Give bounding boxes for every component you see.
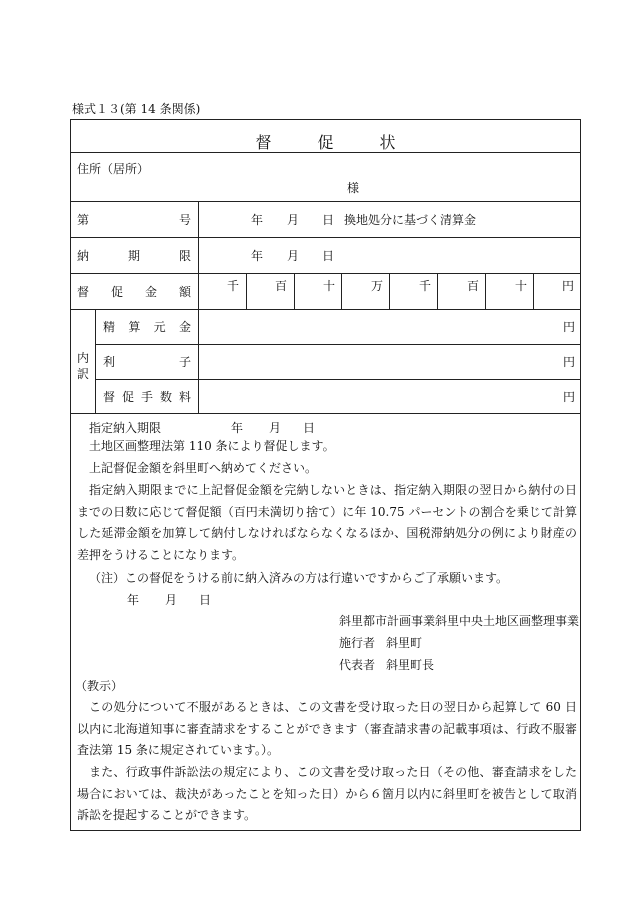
label-char: 算 bbox=[128, 320, 141, 334]
digit-unit: 千 bbox=[226, 279, 239, 293]
label-char: 促 bbox=[110, 285, 123, 299]
address-label: 住所（居所） bbox=[77, 162, 150, 176]
instruction-paragraph-2: また、行政事件訴訟法の規定により、この文書を受け取った日（その他、審査請求をした場合においては、裁決があったことを知った日）から６箇月以内に斜里町を被告として取消訴訟を提起することができます。 bbox=[77, 765, 577, 823]
instruction-paragraph-1: この処分について不服があるときは、この文書を受け取った日の翌日から起算して 60 日以内に北海道知事に審査請求をすることができます（審査請求書の記載事項は、行政不服審査法第 15 条に規定されています。）。 bbox=[77, 700, 577, 758]
rule-below-interest bbox=[95, 379, 580, 380]
interest-label bbox=[103, 355, 191, 369]
designated-deadline-day: 日 bbox=[303, 421, 316, 435]
label-char: 金 bbox=[178, 320, 191, 334]
note-text: （注）この督促をうける前に納入済みの方は行違いですからご了承願います。 bbox=[89, 571, 509, 585]
deadline-year: 年 bbox=[251, 249, 264, 263]
digit-unit: 十 bbox=[514, 279, 527, 293]
executor-name: 斜里町 bbox=[386, 636, 423, 650]
addressee-honorific: 様 bbox=[347, 181, 360, 195]
designated-deadline-year: 年 bbox=[231, 421, 244, 435]
rule-below-number bbox=[71, 237, 580, 238]
label-char: 金 bbox=[144, 285, 157, 299]
label-char: 額 bbox=[178, 285, 191, 299]
label-char: 子 bbox=[178, 355, 191, 369]
issuer-project: 斜里都市計画事業斜里中央土地区画整理事業 bbox=[339, 614, 580, 628]
rule-breakdown-column bbox=[95, 309, 96, 413]
number-year: 年 bbox=[251, 213, 264, 227]
label-char: 利 bbox=[103, 355, 116, 369]
digit-unit: 百 bbox=[466, 279, 479, 293]
number-day: 日 bbox=[322, 213, 335, 227]
label-char: 元 bbox=[153, 320, 166, 334]
issue-month: 月 bbox=[165, 593, 178, 607]
representative-label: 代表者 bbox=[339, 658, 376, 672]
principal-label bbox=[103, 320, 191, 334]
representative-name: 斜里町長 bbox=[386, 658, 435, 672]
rule-below-address bbox=[71, 201, 580, 202]
digit-unit: 万 bbox=[370, 279, 383, 293]
issue-day: 日 bbox=[199, 593, 212, 607]
label-char: 期 bbox=[127, 249, 140, 263]
executor-label: 施行者 bbox=[339, 636, 376, 650]
fee-label bbox=[103, 390, 191, 404]
label-char: 精 bbox=[103, 320, 116, 334]
amount-label bbox=[77, 285, 191, 299]
number-note: 換地処分に基づく清算金 bbox=[344, 213, 477, 227]
label-char: 督 bbox=[77, 285, 90, 299]
label-char: 数 bbox=[159, 390, 172, 404]
notice-frame bbox=[70, 119, 581, 831]
principal-unit: 円 bbox=[563, 320, 576, 334]
digit-unit: 百 bbox=[274, 279, 287, 293]
issue-year: 年 bbox=[127, 593, 140, 607]
rule-label-column bbox=[198, 201, 199, 413]
digit-unit: 十 bbox=[322, 279, 335, 293]
form-number-label: 様式１３(第 14 条関係) bbox=[72, 102, 201, 116]
digit-unit: 円 bbox=[561, 279, 574, 293]
deadline-month: 月 bbox=[287, 249, 300, 263]
document-title: 督促状 bbox=[255, 133, 442, 152]
number-label-left: 第 bbox=[77, 213, 90, 227]
interest-unit: 円 bbox=[563, 355, 576, 369]
rule-below-title bbox=[71, 152, 580, 153]
breakdown-side-label: 内訳 bbox=[77, 351, 90, 381]
rule-below-breakdown bbox=[71, 413, 580, 414]
body-paragraph-3: 指定納入期限までに上記督促金額を完納しないときは、指定納入期限の翌日から納付の日までの日数に応じて督促額（百円未満切り捨て）に年 10.75 パーセントの割合を乗じて計算した延滞金額を加算して納付しなければならなくなるほか、国税滞納処分の例により財産の差押をうけることになります。 bbox=[77, 483, 577, 562]
deadline-day: 日 bbox=[322, 249, 335, 263]
fee-unit: 円 bbox=[563, 390, 576, 404]
number-label-right: 号 bbox=[179, 213, 192, 227]
instruction-heading: （教示） bbox=[75, 679, 124, 693]
label-char: 料 bbox=[178, 390, 191, 404]
rule-below-deadline bbox=[71, 273, 580, 274]
designated-deadline-label: 指定納入期限 bbox=[89, 421, 162, 435]
rule-below-amount bbox=[71, 309, 580, 310]
label-char: 納 bbox=[77, 249, 90, 263]
label-char: 手 bbox=[140, 390, 153, 404]
rule-below-principal bbox=[95, 344, 580, 345]
label-char: 督 bbox=[103, 390, 116, 404]
designated-deadline-month: 月 bbox=[269, 421, 282, 435]
digit-unit: 千 bbox=[418, 279, 431, 293]
number-month: 月 bbox=[287, 213, 300, 227]
body-line-1: 土地区画整理法第 110 条により督促します。 bbox=[89, 439, 335, 453]
label-char: 促 bbox=[121, 390, 134, 404]
body-line-2: 上記督促金額を斜里町へ納めてください。 bbox=[89, 461, 318, 475]
deadline-label bbox=[77, 249, 191, 263]
label-char: 限 bbox=[178, 249, 191, 263]
